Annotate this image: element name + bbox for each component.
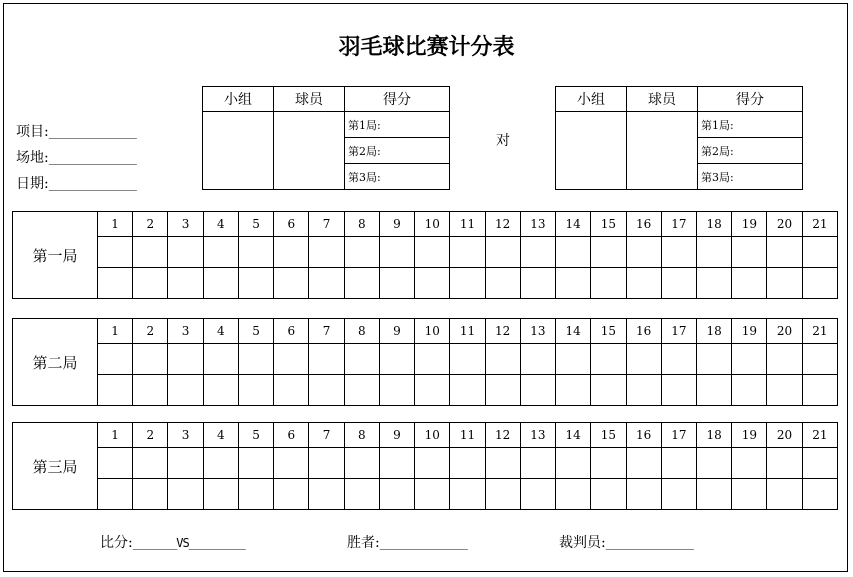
score-cell-team-a[interactable] xyxy=(767,448,802,479)
score-cell-team-b[interactable] xyxy=(274,375,309,406)
point-number: 20 xyxy=(767,319,802,344)
score-cell-team-a[interactable] xyxy=(591,448,626,479)
point-number: 10 xyxy=(415,212,450,237)
round-table-2 xyxy=(12,318,838,406)
score-cell-team-b[interactable] xyxy=(379,479,414,510)
score-cell-team-b[interactable] xyxy=(379,268,414,299)
score-cell-team-b[interactable] xyxy=(168,268,203,299)
score-cell-team-a[interactable] xyxy=(98,344,133,375)
point-number: 16 xyxy=(626,212,661,237)
game-score-cell[interactable]: 第2局: xyxy=(345,138,450,164)
score-cell-team-b[interactable] xyxy=(626,268,661,299)
point-number: 7 xyxy=(309,423,344,448)
group-cell[interactable] xyxy=(203,112,274,190)
score-cell-team-b[interactable] xyxy=(556,375,591,406)
score-cell-team-b[interactable] xyxy=(98,375,133,406)
score-summary[interactable] xyxy=(100,532,245,552)
score-cell-team-b[interactable] xyxy=(309,479,344,510)
point-number: 19 xyxy=(732,319,767,344)
point-number: 17 xyxy=(661,212,696,237)
score-cell-team-a[interactable] xyxy=(415,448,450,479)
score-cell-team-a[interactable] xyxy=(767,237,802,268)
score-cell-team-b[interactable] xyxy=(133,479,168,510)
group-cell[interactable] xyxy=(556,112,627,190)
point-number: 21 xyxy=(802,423,837,448)
point-number: 10 xyxy=(415,319,450,344)
score-cell-team-b[interactable] xyxy=(274,479,309,510)
score-cell-team-a[interactable] xyxy=(203,344,238,375)
point-number: 19 xyxy=(732,212,767,237)
score-cell-team-a[interactable] xyxy=(626,344,661,375)
score-cell-team-b[interactable] xyxy=(696,375,731,406)
point-number: 17 xyxy=(661,319,696,344)
point-number: 10 xyxy=(415,423,450,448)
score-cell-team-b[interactable] xyxy=(732,268,767,299)
score-cell-team-b[interactable] xyxy=(485,479,520,510)
score-cell-team-b[interactable] xyxy=(520,268,555,299)
score-cell-team-b[interactable] xyxy=(661,479,696,510)
score-cell-team-b[interactable] xyxy=(168,479,203,510)
score-cell-team-a[interactable] xyxy=(661,237,696,268)
point-number: 12 xyxy=(485,423,520,448)
field-project-label: 项目: xyxy=(16,124,49,140)
score-cell-team-b[interactable] xyxy=(802,375,837,406)
score-cell-team-b[interactable] xyxy=(520,375,555,406)
point-number: 16 xyxy=(626,319,661,344)
score-cell-team-a[interactable] xyxy=(696,237,731,268)
score-cell-team-b[interactable] xyxy=(133,268,168,299)
point-number: 2 xyxy=(133,423,168,448)
score-cell-team-a[interactable] xyxy=(520,448,555,479)
point-number: 5 xyxy=(238,319,273,344)
game-score-cell[interactable]: 第1局: xyxy=(698,112,803,138)
score-cell-team-b[interactable] xyxy=(767,479,802,510)
point-number: 4 xyxy=(203,212,238,237)
point-number: 6 xyxy=(274,212,309,237)
point-number: 11 xyxy=(450,319,485,344)
field-project[interactable] xyxy=(16,121,136,141)
point-number: 11 xyxy=(450,423,485,448)
score-cell-team-a[interactable] xyxy=(591,237,626,268)
score-cell-team-b[interactable] xyxy=(203,479,238,510)
score-cell-team-a[interactable] xyxy=(238,237,273,268)
score-cell-team-a[interactable] xyxy=(626,237,661,268)
score-cell-team-a[interactable] xyxy=(379,344,414,375)
referee-label: 裁判员: xyxy=(559,535,606,551)
point-number: 18 xyxy=(696,319,731,344)
score-cell-team-b[interactable] xyxy=(802,479,837,510)
score-cell-team-b[interactable] xyxy=(591,479,626,510)
score-cell-team-b[interactable] xyxy=(415,375,450,406)
point-number: 14 xyxy=(556,319,591,344)
score-cell-team-a[interactable] xyxy=(661,448,696,479)
round-label: 第一局 xyxy=(13,212,98,299)
player-cell[interactable] xyxy=(274,112,345,190)
score-cell-team-b[interactable] xyxy=(309,375,344,406)
score-cell-team-b[interactable] xyxy=(98,479,133,510)
point-number: 18 xyxy=(696,212,731,237)
score-cell-team-a[interactable] xyxy=(696,448,731,479)
score-label: 比分: xyxy=(100,535,133,551)
score-cell-team-a[interactable] xyxy=(450,237,485,268)
score-cell-team-a[interactable] xyxy=(309,344,344,375)
score-cell-team-b[interactable] xyxy=(203,375,238,406)
score-cell-team-b[interactable] xyxy=(203,268,238,299)
score-cell-team-b[interactable] xyxy=(802,268,837,299)
score-cell-team-b[interactable] xyxy=(450,375,485,406)
score-cell-team-b[interactable] xyxy=(309,268,344,299)
point-number: 1 xyxy=(98,423,133,448)
point-number: 1 xyxy=(98,319,133,344)
score-cell-team-a[interactable] xyxy=(732,448,767,479)
versus-label: 对 xyxy=(496,133,510,149)
score-cell-team-b[interactable] xyxy=(450,479,485,510)
score-cell-team-a[interactable] xyxy=(626,448,661,479)
point-number: 20 xyxy=(767,423,802,448)
point-number: 14 xyxy=(556,212,591,237)
point-number: 7 xyxy=(309,212,344,237)
score-cell-team-b[interactable] xyxy=(661,375,696,406)
score-cell-team-a[interactable] xyxy=(732,344,767,375)
score-cell-team-b[interactable] xyxy=(732,375,767,406)
score-cell-team-a[interactable] xyxy=(520,344,555,375)
score-cell-team-a[interactable] xyxy=(344,448,379,479)
score-cell-team-a[interactable] xyxy=(485,448,520,479)
score-cell-team-a[interactable] xyxy=(556,344,591,375)
field-date[interactable] xyxy=(16,173,136,193)
score-cell-team-a[interactable] xyxy=(485,344,520,375)
score-cell-team-b[interactable] xyxy=(238,375,273,406)
field-venue-line: ______________ xyxy=(48,151,136,165)
score-cell-team-a[interactable] xyxy=(238,344,273,375)
header-group: 小组 xyxy=(203,87,274,112)
score-cell-team-a[interactable] xyxy=(450,448,485,479)
score-cell-team-b[interactable] xyxy=(168,375,203,406)
point-number: 15 xyxy=(591,423,626,448)
score-cell-team-a[interactable] xyxy=(379,448,414,479)
score-cell-team-b[interactable] xyxy=(415,268,450,299)
score-cell-team-a[interactable] xyxy=(732,237,767,268)
point-number: 14 xyxy=(556,423,591,448)
game-score-cell[interactable]: 第3局: xyxy=(698,164,803,190)
score-cell-team-a[interactable] xyxy=(379,237,414,268)
point-number: 3 xyxy=(168,423,203,448)
round-table-3 xyxy=(12,422,838,510)
score-cell-team-b[interactable] xyxy=(485,268,520,299)
score-cell-team-a[interactable] xyxy=(133,344,168,375)
winner-label: 胜者: xyxy=(347,535,380,551)
point-number: 21 xyxy=(802,212,837,237)
point-number: 20 xyxy=(767,212,802,237)
score-cell-team-a[interactable] xyxy=(802,344,837,375)
score-cell-team-a[interactable] xyxy=(133,237,168,268)
score-cell-team-a[interactable] xyxy=(203,237,238,268)
round-table-1 xyxy=(12,211,838,299)
referee-field[interactable] xyxy=(559,532,693,552)
score-cell-team-b[interactable] xyxy=(520,479,555,510)
point-number: 12 xyxy=(485,319,520,344)
score-cell-team-a[interactable] xyxy=(556,237,591,268)
point-number: 6 xyxy=(274,423,309,448)
score-line-b: _________ xyxy=(188,536,245,550)
point-number: 6 xyxy=(274,319,309,344)
score-cell-team-b[interactable] xyxy=(556,268,591,299)
point-number: 8 xyxy=(344,423,379,448)
point-number: 1 xyxy=(98,212,133,237)
header-score: 得分 xyxy=(698,87,803,112)
header-group: 小组 xyxy=(556,87,627,112)
point-number: 11 xyxy=(450,212,485,237)
score-cell-team-a[interactable] xyxy=(556,448,591,479)
score-cell-team-b[interactable] xyxy=(626,375,661,406)
score-cell-team-a[interactable] xyxy=(168,237,203,268)
score-cell-team-b[interactable] xyxy=(344,375,379,406)
player-cell[interactable] xyxy=(627,112,698,190)
point-number: 4 xyxy=(203,319,238,344)
score-cell-team-b[interactable] xyxy=(767,375,802,406)
score-cell-team-b[interactable] xyxy=(591,268,626,299)
round-label: 第二局 xyxy=(13,319,98,406)
score-cell-team-a[interactable] xyxy=(344,344,379,375)
point-number: 4 xyxy=(203,423,238,448)
score-cell-team-a[interactable] xyxy=(309,448,344,479)
field-project-line: ______________ xyxy=(48,125,136,139)
score-cell-team-a[interactable] xyxy=(591,344,626,375)
point-number: 2 xyxy=(133,212,168,237)
score-cell-team-a[interactable] xyxy=(274,448,309,479)
score-cell-team-a[interactable] xyxy=(802,448,837,479)
score-cell-team-a[interactable] xyxy=(520,237,555,268)
score-cell-team-a[interactable] xyxy=(98,448,133,479)
score-cell-team-b[interactable] xyxy=(591,375,626,406)
score-cell-team-b[interactable] xyxy=(661,268,696,299)
score-cell-team-b[interactable] xyxy=(767,268,802,299)
score-cell-team-b[interactable] xyxy=(626,479,661,510)
score-cell-team-a[interactable] xyxy=(309,237,344,268)
score-cell-team-b[interactable] xyxy=(450,268,485,299)
score-cell-team-a[interactable] xyxy=(238,448,273,479)
score-cell-team-a[interactable] xyxy=(802,237,837,268)
winner-line: ______________ xyxy=(379,536,467,550)
point-number: 15 xyxy=(591,319,626,344)
field-venue-label: 场地: xyxy=(16,150,49,166)
point-number: 7 xyxy=(309,319,344,344)
point-number: 8 xyxy=(344,319,379,344)
score-cell-team-b[interactable] xyxy=(379,375,414,406)
point-number: 13 xyxy=(520,212,555,237)
score-cell-team-a[interactable] xyxy=(274,237,309,268)
score-cell-team-a[interactable] xyxy=(450,344,485,375)
point-number: 3 xyxy=(168,212,203,237)
field-date-line: ______________ xyxy=(48,177,136,191)
score-cell-team-a[interactable] xyxy=(168,448,203,479)
score-cell-team-a[interactable] xyxy=(344,237,379,268)
referee-line: ______________ xyxy=(605,536,693,550)
point-number: 5 xyxy=(238,212,273,237)
winner-field[interactable] xyxy=(347,532,467,552)
point-number: 13 xyxy=(520,423,555,448)
score-cell-team-b[interactable] xyxy=(133,375,168,406)
point-number: 18 xyxy=(696,423,731,448)
score-cell-team-a[interactable] xyxy=(696,344,731,375)
point-number: 13 xyxy=(520,319,555,344)
field-date-label: 日期: xyxy=(16,176,49,192)
sheet-title: 羽毛球比赛计分表 xyxy=(338,35,515,60)
point-number: 16 xyxy=(626,423,661,448)
score-cell-team-b[interactable] xyxy=(274,268,309,299)
point-number: 8 xyxy=(344,212,379,237)
field-venue[interactable] xyxy=(16,147,136,167)
score-cell-team-a[interactable] xyxy=(98,237,133,268)
point-number: 17 xyxy=(661,423,696,448)
score-cell-team-b[interactable] xyxy=(556,479,591,510)
score-cell-team-a[interactable] xyxy=(133,448,168,479)
score-cell-team-b[interactable] xyxy=(344,268,379,299)
point-number: 2 xyxy=(133,319,168,344)
score-line-a: _______ xyxy=(132,536,177,550)
team-table-left xyxy=(202,86,450,190)
score-cell-team-b[interactable] xyxy=(485,375,520,406)
score-cell-team-a[interactable] xyxy=(485,237,520,268)
point-number: 9 xyxy=(379,423,414,448)
point-number: 19 xyxy=(732,423,767,448)
score-cell-team-b[interactable] xyxy=(238,479,273,510)
score-cell-team-b[interactable] xyxy=(98,268,133,299)
score-cell-team-a[interactable] xyxy=(415,237,450,268)
round-label: 第三局 xyxy=(13,423,98,510)
point-number: 9 xyxy=(379,212,414,237)
score-cell-team-a[interactable] xyxy=(661,344,696,375)
team-table-right xyxy=(555,86,803,190)
score-cell-team-b[interactable] xyxy=(696,268,731,299)
score-cell-team-b[interactable] xyxy=(696,479,731,510)
score-cell-team-a[interactable] xyxy=(168,344,203,375)
header-player: 球员 xyxy=(627,87,698,112)
score-cell-team-a[interactable] xyxy=(203,448,238,479)
point-number: 9 xyxy=(379,319,414,344)
game-score-cell[interactable]: 第2局: xyxy=(698,138,803,164)
vs-text: VS xyxy=(176,536,189,550)
point-number: 15 xyxy=(591,212,626,237)
score-cell-team-a[interactable] xyxy=(767,344,802,375)
header-player: 球员 xyxy=(274,87,345,112)
game-score-cell[interactable]: 第3局: xyxy=(345,164,450,190)
score-cell-team-b[interactable] xyxy=(415,479,450,510)
score-cell-team-b[interactable] xyxy=(732,479,767,510)
score-cell-team-b[interactable] xyxy=(238,268,273,299)
score-cell-team-a[interactable] xyxy=(415,344,450,375)
point-number: 3 xyxy=(168,319,203,344)
point-number: 12 xyxy=(485,212,520,237)
game-score-cell[interactable]: 第1局: xyxy=(345,112,450,138)
point-number: 5 xyxy=(238,423,273,448)
point-number: 21 xyxy=(802,319,837,344)
score-cell-team-a[interactable] xyxy=(274,344,309,375)
header-score: 得分 xyxy=(345,87,450,112)
score-cell-team-b[interactable] xyxy=(344,479,379,510)
